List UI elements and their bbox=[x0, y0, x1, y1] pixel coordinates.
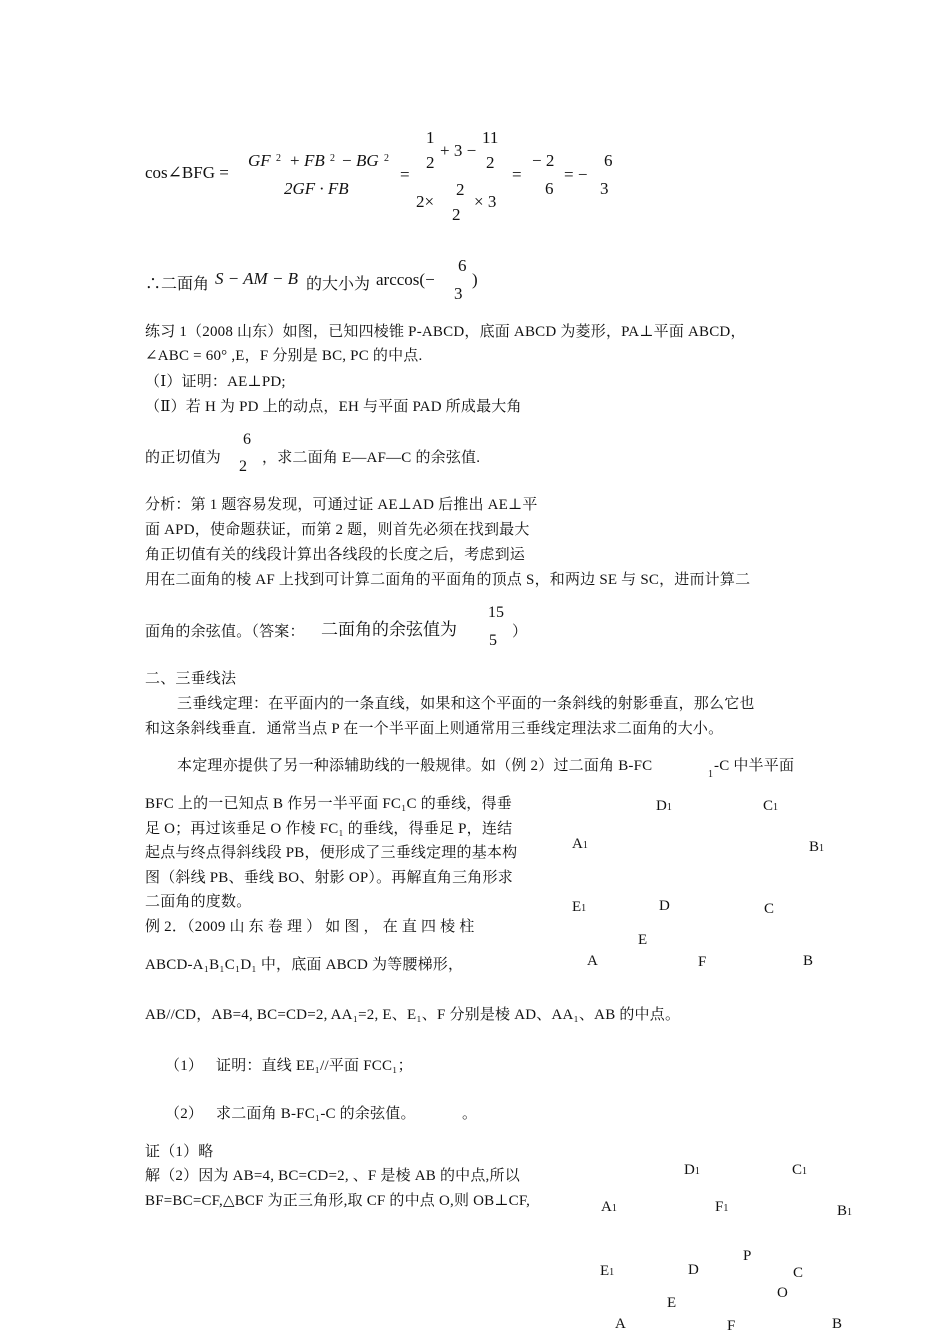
f2-num-2b: 2 bbox=[486, 153, 495, 172]
label-c: C bbox=[764, 901, 775, 917]
label-p: P bbox=[743, 1248, 752, 1264]
section-line: 和这条斜线垂直．通常当点 P 在一个半平面上则通常用三垂线定理法求二面角的大小。 bbox=[145, 721, 724, 737]
label-e1: E1 bbox=[572, 899, 587, 915]
f3-den: 6 bbox=[545, 179, 554, 198]
label-c1: C1 bbox=[792, 1162, 808, 1178]
f4-den: 3 bbox=[600, 179, 609, 198]
fraction-num: 6 bbox=[243, 431, 251, 448]
example-line: AB//CD，AB=4, BC=CD=2, AA₁=2, E、E₁、F 分别是棱 AD、AA₁、AB 的中点。 bbox=[145, 1007, 681, 1023]
exercise-line: 的正切值为 bbox=[145, 450, 222, 466]
label-f1: F1 bbox=[715, 1199, 729, 1215]
f2-den-2x: 2× bbox=[416, 192, 435, 211]
label-b1: B1 bbox=[809, 839, 825, 855]
analysis-line: 用在二面角的棱 AF 上找到可计算二面角的平面角的顶点 S，和两边 SE 与 SC，进而计算二 bbox=[145, 572, 751, 588]
fraction-den: 5 bbox=[489, 632, 497, 649]
section-line: 足 O；再过该垂足 O 作棱 FC₁ 的垂线，得垂足 P，连结 bbox=[145, 821, 513, 837]
minus: − bbox=[342, 151, 352, 170]
f2-num-2: 2 bbox=[426, 153, 435, 172]
proof-line: 证（1）略 bbox=[145, 1144, 214, 1160]
analysis-line: 分析：第 1 题容易发现，可通过证 AE⊥AD 后推出 AE⊥平 bbox=[145, 497, 538, 513]
question-text: 证明：直线 EE₁//平面 FCC₁； bbox=[216, 1058, 413, 1074]
label-b1: B1 bbox=[837, 1203, 853, 1219]
section-line: 本定理亦提供了另一种添辅助线的一般规律。如（例 2）过二面角 B-FC bbox=[177, 758, 653, 774]
f2-den-x3: × 3 bbox=[474, 192, 497, 211]
label-a: A bbox=[615, 1316, 626, 1332]
f2-num-11: 11 bbox=[482, 128, 499, 147]
conclusion-prefix: ∴二面角 bbox=[145, 276, 210, 293]
label-a: A bbox=[587, 953, 598, 969]
exercise-line: ∠ABC = 60° ,E，F 分别是 BC, PC 的中点. bbox=[145, 348, 423, 364]
analysis-line: ） bbox=[512, 624, 528, 640]
exercise-line: ，求二面角 E—AF—C 的余弦值. bbox=[262, 450, 481, 466]
f2-den-2: 2 bbox=[456, 180, 465, 199]
section-line: 图（斜线 PB、垂线 BO、射影 OP）。再解直角三角形求 bbox=[145, 870, 513, 886]
answer-text: 二面角的余弦值为 bbox=[321, 620, 457, 640]
equals: = bbox=[512, 165, 522, 184]
label-e: E bbox=[667, 1295, 677, 1311]
label-a1: A1 bbox=[601, 1199, 617, 1215]
subscript: 1 bbox=[708, 769, 713, 780]
label-c: C bbox=[793, 1265, 804, 1281]
sup: 2 bbox=[384, 153, 389, 164]
label-c1: C1 bbox=[763, 798, 779, 814]
section-line: BFC 上的一已知点 B 作另一半平面 FC₁C 的垂线，得垂 bbox=[145, 796, 512, 812]
solution-line: BF=BC=CF,△BCF 为正三角形,取 CF 的中点 O,则 OB⊥CF, bbox=[145, 1193, 531, 1209]
solution-line: 解（2）因为 AB=4, BC=CD=2, 、F 是棱 AB 的中点,所以 bbox=[145, 1168, 520, 1184]
fraction-num: 15 bbox=[488, 604, 504, 621]
f2-plus3minus: + 3 − bbox=[440, 141, 477, 160]
conclusion-num: 6 bbox=[458, 256, 467, 275]
analysis-line: 角正切值有关的线段计算出各线段的长度之后，考虑到运 bbox=[145, 547, 526, 563]
label-o: O bbox=[777, 1285, 788, 1301]
sup: 2 bbox=[276, 153, 281, 164]
exercise-line: （Ⅰ）证明：AE⊥PD; bbox=[145, 374, 286, 390]
label-d1: D1 bbox=[684, 1162, 700, 1178]
num-gf: GF bbox=[248, 151, 271, 170]
label-f: F bbox=[698, 954, 707, 970]
equals: = bbox=[400, 165, 410, 184]
f2-den-2b: 2 bbox=[452, 205, 461, 224]
label-e1: E1 bbox=[600, 1263, 615, 1279]
conclusion-mid: 的大小为 bbox=[306, 276, 371, 293]
exercise-line: （Ⅱ）若 H 为 PD 上的动点，EH 与平面 PAD 所成最大角 bbox=[145, 399, 522, 415]
label-d: D bbox=[688, 1262, 699, 1278]
section-heading: 二、三垂线法 bbox=[145, 671, 237, 687]
conclusion-arc: arccos(− bbox=[376, 270, 435, 289]
example-line: ABCD-A₁B₁C₁D₁ 中，底面 ABCD 为等腰梯形， bbox=[145, 957, 464, 973]
label-b: B bbox=[803, 953, 814, 969]
num-fb: FB bbox=[304, 151, 325, 170]
question-number: （2） bbox=[165, 1106, 204, 1122]
question-tail: 。 bbox=[462, 1106, 478, 1122]
equals-minus: = − bbox=[564, 165, 588, 184]
label-a1: A1 bbox=[572, 836, 588, 852]
conclusion-close: ) bbox=[472, 270, 478, 289]
label-d: D bbox=[659, 898, 670, 914]
label-d1: D1 bbox=[656, 798, 672, 814]
num-bg: BG bbox=[356, 151, 379, 170]
f4-num: 6 bbox=[604, 151, 613, 170]
section-line: 三垂线定理：在平面内的一条直线，如果和这个平面的一条斜线的射影垂直，那么它也 bbox=[177, 696, 755, 712]
section-line: 起点与终点得斜线段 PB，便形成了三垂线定理的基本构 bbox=[145, 845, 518, 861]
sup: 2 bbox=[330, 153, 335, 164]
conclusion-den: 3 bbox=[454, 284, 463, 303]
label-e: E bbox=[638, 932, 648, 948]
exercise-line: 练习 1（2008 山东）如图，已知四棱锥 P-ABCD，底面 ABCD 为菱形，PA⊥平面 ABCD， bbox=[145, 324, 746, 340]
plus: + bbox=[290, 151, 300, 170]
analysis-line: 面 APD，使命题获证，而第 2 题，则首先必须在找到最大 bbox=[145, 522, 530, 538]
question-number: （1） bbox=[165, 1058, 204, 1074]
section-line: -C 中半平面 bbox=[714, 758, 795, 774]
label-f: F bbox=[727, 1318, 736, 1334]
formula-lhs: cos∠BFG = bbox=[145, 163, 229, 182]
section-line: 二面角的度数。 bbox=[145, 894, 252, 910]
denominator: 2GF · FB bbox=[284, 179, 349, 198]
f3-num: − 2 bbox=[532, 151, 555, 170]
fraction-den: 2 bbox=[239, 458, 247, 475]
analysis-line: 面角的余弦值。（答案： bbox=[145, 624, 305, 640]
conclusion-expr: S − AM − B bbox=[215, 269, 299, 288]
f2-num-1: 1 bbox=[426, 128, 435, 147]
label-b: B bbox=[832, 1316, 843, 1332]
example-line: 例 2．（2009 山 东 卷 理 ） 如 图 ， 在 直 四 棱 柱 bbox=[145, 919, 475, 935]
question-text: 求二面角 B-FC₁-C 的余弦值。 bbox=[216, 1106, 416, 1122]
